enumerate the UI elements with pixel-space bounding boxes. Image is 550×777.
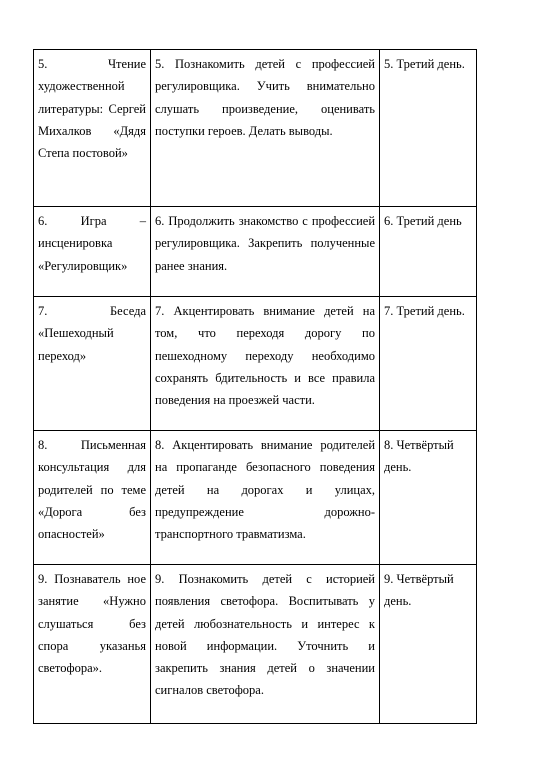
day-text: 8. Четвёртый день.	[384, 438, 457, 475]
event-cell	[34, 50, 151, 207]
goal-text: 9. Познакомить детей с историей появления светофора. Воспитывать у детей любознательность и интерес к новой информации. Уточнить и закрепить знания детей о значении сигналов светофора.	[155, 572, 379, 698]
day-cell	[380, 207, 477, 297]
goal-text: 8. Акцентировать внимание родителей на пропаганде безопасного поведения детей на дорогах и улицах, предупреждение дорожно-транспортного травматизма.	[155, 438, 379, 542]
goal-text: 5. Познакомить детей с профессией регулировщика. Учить внимательно слушать произведение, оценивать поступки героев. Делать выводы.	[155, 57, 379, 138]
goal-cell	[151, 50, 380, 207]
day-text: 5. Третий день.	[384, 57, 465, 71]
event-cell	[34, 297, 151, 431]
event-text: 8. Письменная консультация для родителей по теме «Дорога без опасностей»	[38, 438, 150, 542]
day-cell	[380, 431, 477, 565]
goal-cell	[151, 565, 380, 724]
goal-cell	[151, 297, 380, 431]
day-text: 7. Третий день.	[384, 304, 465, 318]
goal-cell	[151, 431, 380, 565]
event-text: 7. Беседа «Пешеходный переход»	[38, 304, 150, 363]
goal-text: 7. Акцентировать внимание детей на том, что переходя дорогу по пешеходному переходу необходимо сохранять бдительность и все правила поведения на проезжей части.	[155, 304, 379, 408]
event-cell	[34, 565, 151, 724]
plan-table	[33, 49, 477, 724]
event-text: 5. Чтение художественной литературы: Сергей Михалков «Дядя Степа постовой»	[38, 57, 150, 161]
event-cell	[34, 431, 151, 565]
goal-text: 6. Продолжить знакомство с профессией регулировщика. Закрепить полученные ранее знания.	[155, 214, 379, 273]
table-row	[34, 207, 477, 297]
table-row	[34, 297, 477, 431]
day-cell	[380, 565, 477, 724]
event-text: 6. Игра – инсценировка «Регулировщик»	[38, 214, 150, 273]
day-text: 9. Четвёртый день.	[384, 572, 457, 609]
day-cell	[380, 297, 477, 431]
day-cell	[380, 50, 477, 207]
event-text: 9. Познаватель ное занятие «Нужно слушаться без спора указанья светофора».	[38, 572, 150, 676]
day-text: 6. Третий день	[384, 214, 462, 228]
table-row	[34, 565, 477, 724]
table-row	[34, 50, 477, 207]
goal-cell	[151, 207, 380, 297]
table-row	[34, 431, 477, 565]
event-cell	[34, 207, 151, 297]
